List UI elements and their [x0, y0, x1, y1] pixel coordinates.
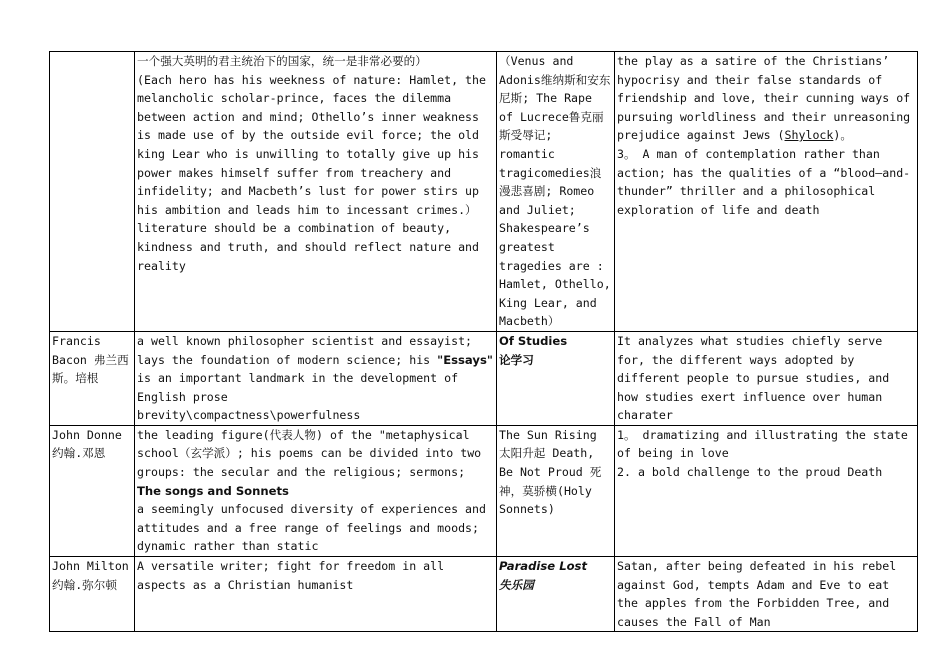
- features-cell: [135, 425, 497, 556]
- features-text: (Each hero has his weekness of nature: Hamlet, the melancholic scholar-prince, faces the dilemma between action and mind; Othello’s inner weakness is made use of by the outside evil force; the old king Lear who is unwilling to totally give up his power makes himself suffer from treachery and infidelity; and Macbeth’s lust for power stirs up his ambition and leads him to incessant crimes.）: [137, 72, 487, 217]
- author-cell: John Donne 约翰.邓恩: [50, 425, 135, 556]
- features-cell: [135, 52, 497, 332]
- notes-cell: [615, 425, 918, 556]
- notes-text: 2. a bold challenge to the proud Death: [617, 465, 883, 480]
- works-cell: [497, 557, 615, 632]
- work-title-cn: 论学习: [499, 352, 534, 367]
- shylock-link[interactable]: Shylock: [784, 128, 834, 143]
- features-cell: [135, 331, 497, 425]
- features-text: [137, 332, 494, 406]
- author-cell: John Milton 约翰.弥尔顿: [50, 557, 135, 632]
- features-text: a seemingly unfocused diversity of experiences and attitudes and a free range of feelings and moods; dynamic rather than static: [137, 502, 487, 554]
- table-row: [50, 52, 918, 332]
- features-text-a: a well known philosopher scientist and essayist; lays the foundation of modern science; his: [137, 333, 473, 367]
- table-row: [50, 331, 918, 425]
- songs-sonnets-title: The songs and Sonnets: [137, 483, 289, 498]
- features-text: the leading figure(代表人物) of the "metaphysical school（玄学派）; his poems can be divided into two groups: the secular and the religious; sermons;: [137, 427, 482, 480]
- notes-text: 1。 dramatizing and illustrating the state of being in love: [617, 427, 908, 461]
- features-cell: A versatile writer; fight for freedom in all aspects as a Christian humanist: [135, 557, 497, 632]
- features-text: literature should be a combination of beauty, kindness and truth, and should reflect nature and reality: [137, 221, 480, 273]
- notes-cell: [615, 52, 918, 332]
- notes-text-end: )。: [833, 128, 852, 143]
- features-text: 一个强大英明的君主统治下的国家，统一是非常必要的）: [137, 54, 427, 68]
- author-cell: Francis Bacon 弗兰西斯。培根: [50, 331, 135, 425]
- works-cell: [497, 331, 615, 425]
- notes-text: 3。 A man of contemplation rather than action; has the qualities of a “blood—and-thunder” thriller and a philosophical exploration of life and death: [617, 146, 911, 217]
- essays-title: "Essays": [437, 352, 493, 367]
- notes-cell: Satan, after being defeated in his rebel against God, tempts Adam and Eve to eat the apples from the Forbidden Tree, and causes the Fall of Man: [615, 557, 918, 632]
- notes-cell: It analyzes what studies chiefly serve for, the different ways adopted by different people to pursue studies, and how studies exert influence over human charater: [615, 331, 918, 425]
- features-text-b: is an important landmark in the development of English prose: [137, 371, 459, 404]
- work-title: Paradise Lost: [499, 559, 587, 574]
- table-row: [50, 425, 918, 556]
- author-cell: [50, 52, 135, 332]
- table-row: [50, 557, 918, 632]
- notes-text: [617, 52, 915, 145]
- literature-table: [49, 51, 918, 632]
- work-title-cn: 失乐园: [499, 577, 534, 592]
- features-text: brevity\compactness\powerfulness: [137, 408, 361, 423]
- work-title: Of Studies: [499, 333, 568, 348]
- works-cell: The Sun Rising 太阳升起 Death, Be Not Proud 死神，莫骄横(Holy Sonnets): [497, 425, 615, 556]
- works-cell: （Venus and Adonis维纳斯和安东尼斯; The Rape of Lucrece鲁克丽斯受辱记; romantic tragicomedies浪漫悲喜剧; Romeo and Juliet; Shakespeare’s greatest tragedies are : Hamlet, Othello, King Lear, and Macbeth）: [497, 52, 615, 332]
- notes-text-start: the play as a satire of the Christians’ hypocrisy and their false standards of friendship and love, their cunning ways of pursuing worldliness and their unreasoning prejudice against Jews (: [617, 54, 911, 143]
